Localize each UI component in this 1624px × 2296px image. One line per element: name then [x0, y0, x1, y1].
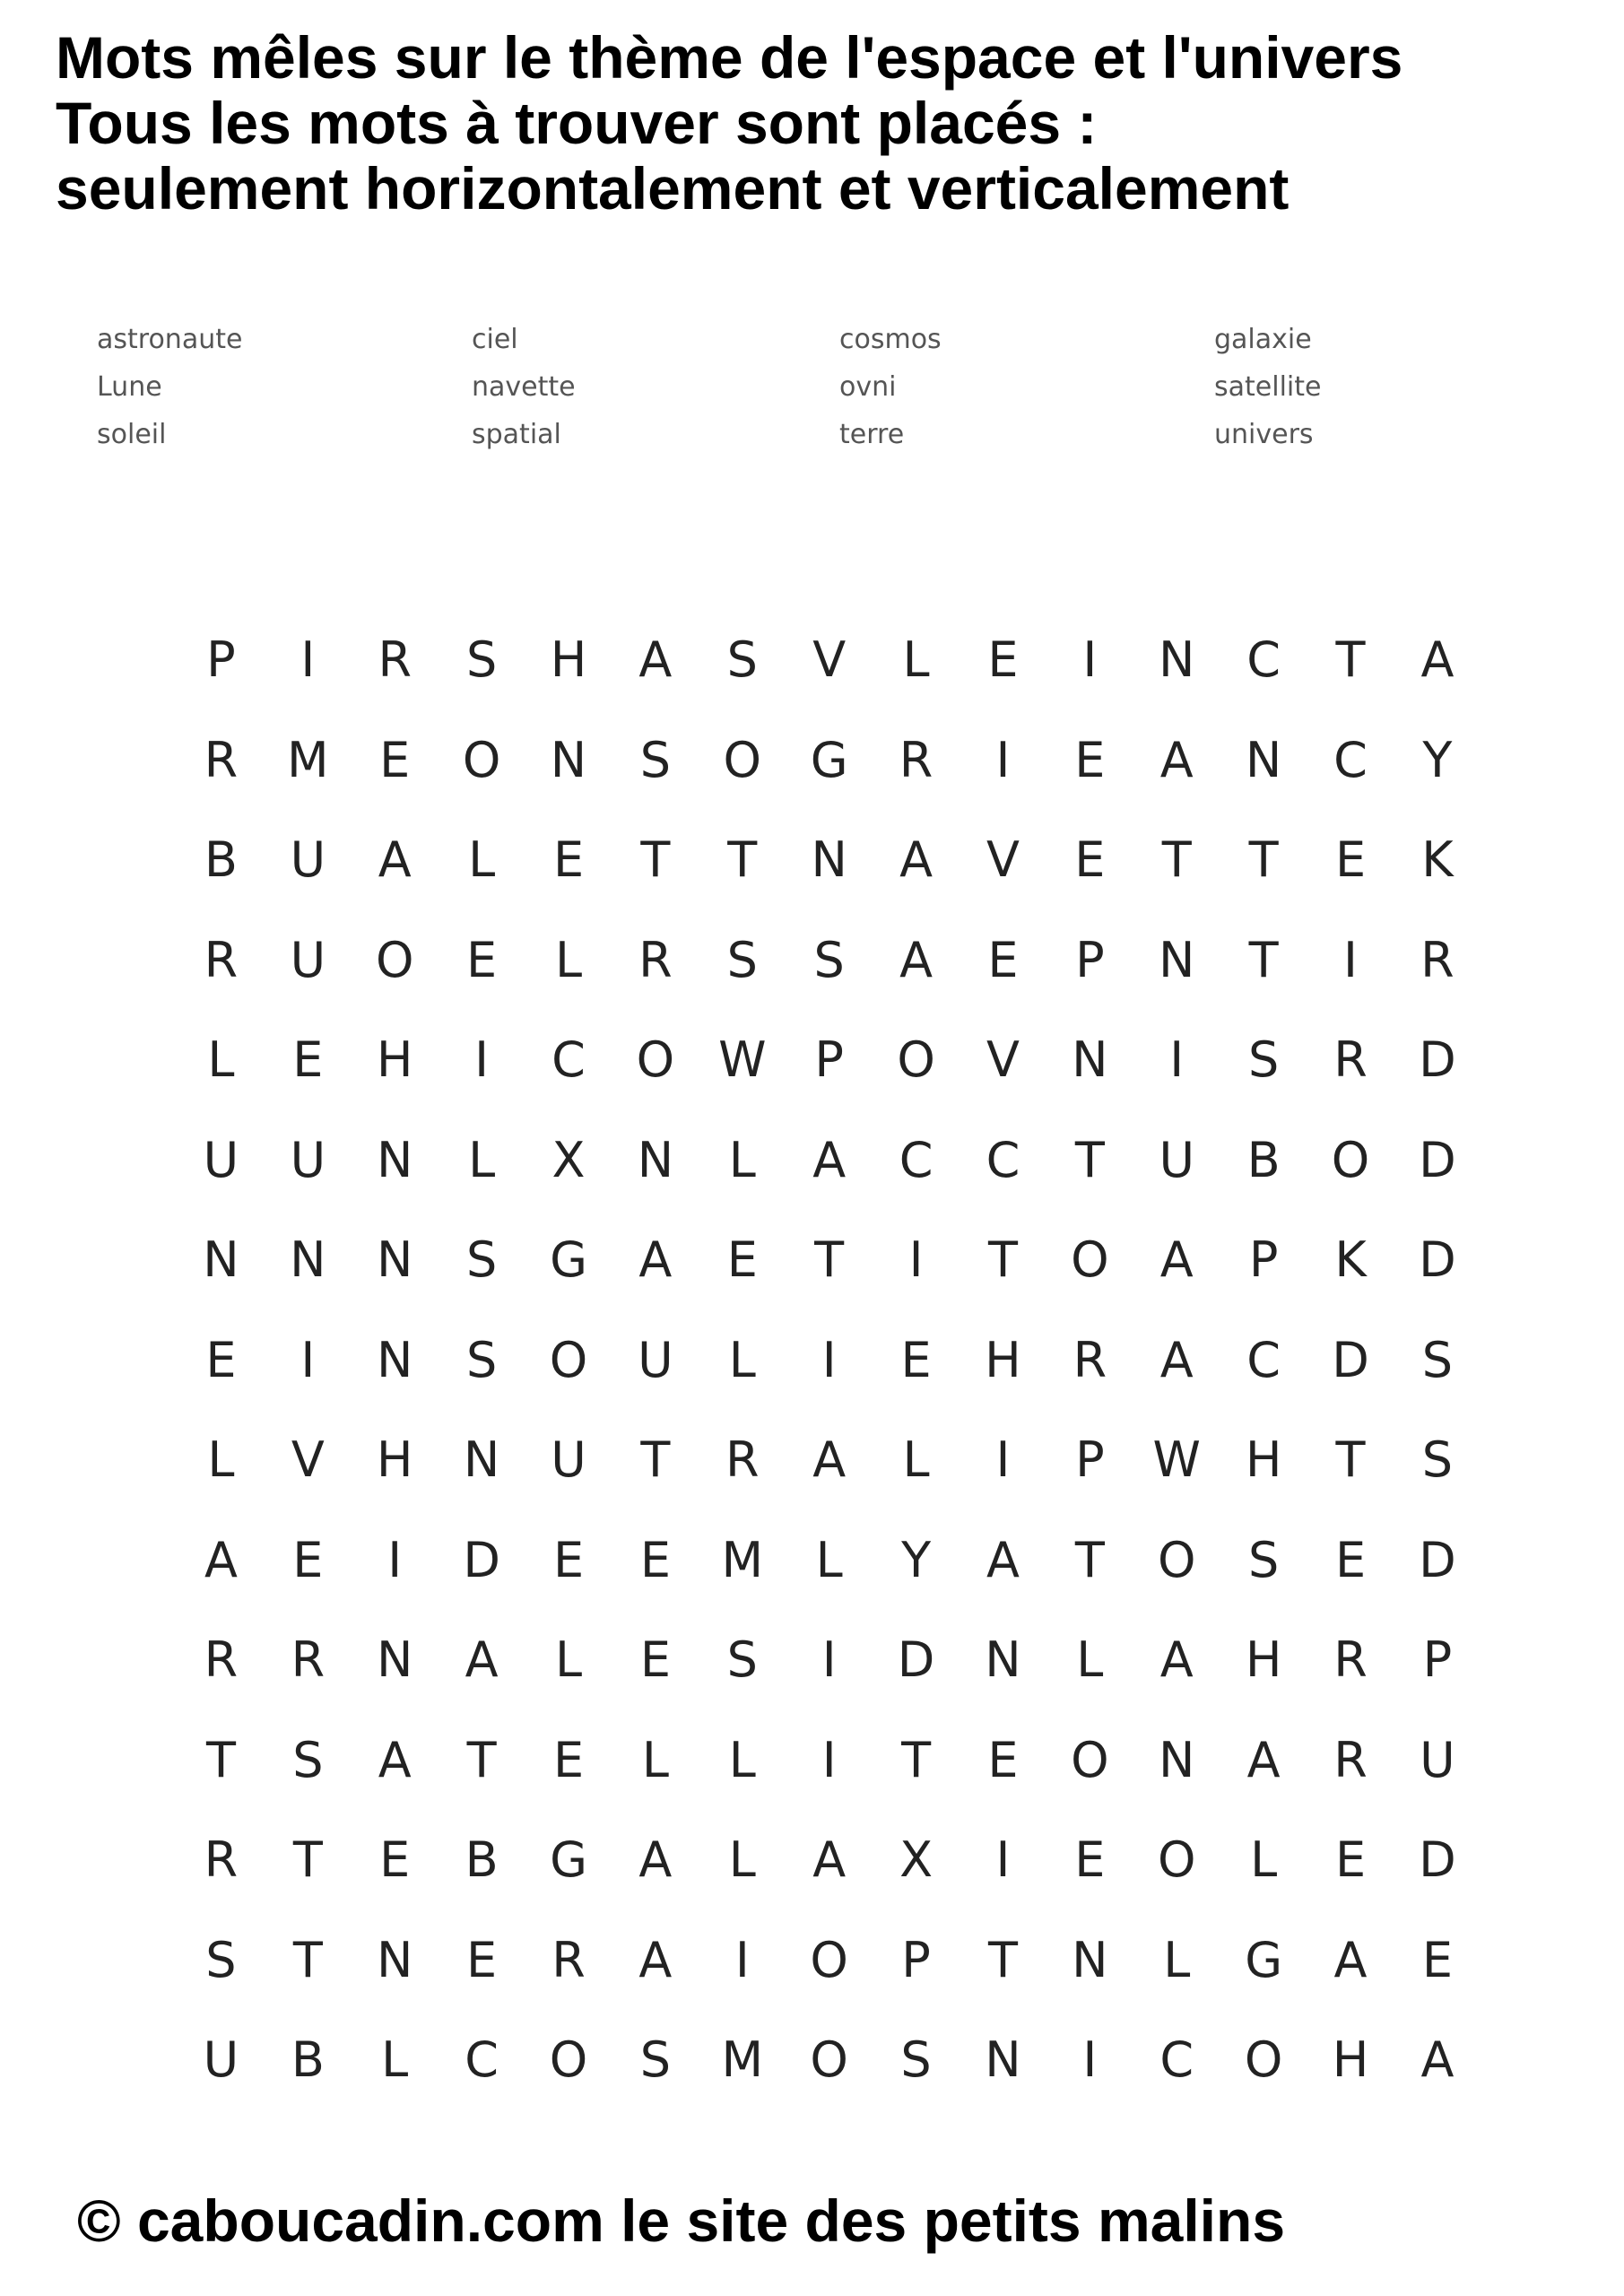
grid-letter[interactable]: W [718, 1031, 767, 1089]
grid-letter[interactable]: S [465, 631, 498, 689]
grid-letter[interactable]: I [995, 731, 1011, 788]
grid-letter[interactable]: I [1343, 931, 1358, 988]
grid-letter[interactable]: I [1082, 2031, 1098, 2089]
grid-letter[interactable]: G [1245, 1931, 1283, 1988]
word-item: cosmos [839, 324, 942, 355]
grid-letter[interactable]: E [1334, 1531, 1367, 1588]
grid-letter[interactable]: L [468, 831, 496, 889]
grid-letter[interactable]: D [1419, 1831, 1456, 1889]
grid-letter[interactable]: E [205, 1331, 237, 1388]
grid-letter[interactable]: B [204, 831, 238, 889]
grid-letter[interactable]: P [206, 631, 236, 689]
grid-letter[interactable]: S [1247, 1031, 1280, 1089]
grid-letter[interactable]: A [1159, 1231, 1194, 1289]
grid-letter[interactable]: T [292, 1831, 323, 1889]
grid-letter[interactable]: M [287, 731, 329, 788]
grid-letter[interactable]: C [1333, 731, 1368, 788]
grid-letter[interactable]: E [1421, 1931, 1453, 1988]
grid-letter[interactable]: A [1420, 631, 1455, 689]
grid-letter[interactable]: R [1420, 931, 1455, 988]
grid-letter[interactable]: P [901, 1931, 931, 1988]
grid-letter[interactable]: S [639, 731, 672, 788]
grid-letter[interactable]: E [1074, 831, 1106, 889]
grid-letter[interactable]: M [721, 1531, 764, 1588]
grid-letter[interactable]: H [1332, 2031, 1369, 2089]
grid-letter[interactable]: A [638, 1231, 673, 1289]
grid-letter[interactable]: I [995, 1831, 1011, 1889]
grid-letter[interactable]: O [1331, 1131, 1370, 1188]
grid-letter[interactable]: S [900, 2031, 932, 2089]
grid-letter[interactable]: L [728, 1731, 756, 1788]
grid-letter[interactable]: I [821, 1631, 837, 1689]
grid-letter[interactable]: L [641, 1731, 669, 1788]
grid-letter[interactable]: T [205, 1731, 236, 1788]
grid-letter[interactable]: S [1421, 1431, 1454, 1489]
grid-letter[interactable]: T [1335, 631, 1366, 689]
grid-letter[interactable]: E [466, 1931, 498, 1988]
grid-letter[interactable]: T [1248, 831, 1279, 889]
grid-letter[interactable]: U [203, 1131, 239, 1188]
grid-letter[interactable]: G [810, 731, 848, 788]
grid-letter[interactable]: H [376, 1031, 413, 1089]
grid-letter[interactable]: N [377, 1631, 413, 1689]
grid-letter[interactable]: S [1247, 1531, 1280, 1588]
grid-letter[interactable]: A [986, 1531, 1020, 1588]
title-line-3: seulement horizontalement et verticalement [56, 155, 1290, 222]
grid-letter[interactable]: U [551, 1431, 586, 1489]
grid-letter[interactable]: C [1159, 2031, 1194, 2089]
grid-letter[interactable]: U [1420, 1731, 1455, 1788]
grid-letter[interactable]: I [300, 1331, 316, 1388]
grid-letter[interactable]: E [987, 1731, 1019, 1788]
grid-letter[interactable]: A [378, 1731, 412, 1788]
grid-letter[interactable]: L [207, 1431, 235, 1489]
grid-letter[interactable]: A [204, 1531, 238, 1588]
grid-letter[interactable]: E [639, 1631, 671, 1689]
grid-letter[interactable]: O [723, 731, 762, 788]
grid-letter[interactable]: E [292, 1531, 324, 1588]
grid-letter[interactable]: P [1248, 1231, 1279, 1289]
grid-letter[interactable]: E [466, 931, 498, 988]
grid-letter[interactable]: L [381, 2031, 409, 2089]
grid-letter[interactable]: V [291, 1431, 325, 1489]
grid-letter[interactable]: A [812, 1131, 847, 1188]
word-item: soleil [97, 419, 167, 450]
grid-letter[interactable]: A [899, 831, 934, 889]
grid-letter[interactable]: C [465, 2031, 499, 2089]
grid-letter[interactable]: H [376, 1431, 413, 1489]
grid-letter[interactable]: N [811, 831, 847, 889]
grid-letter[interactable]: E [292, 1031, 324, 1089]
grid-letter[interactable]: R [1333, 1031, 1368, 1089]
grid-letter[interactable]: S [726, 1631, 758, 1689]
grid-letter[interactable]: A [1159, 731, 1194, 788]
grid-letter[interactable]: N [377, 1331, 413, 1388]
grid-letter[interactable]: O [1071, 1731, 1109, 1788]
grid-letter[interactable]: L [728, 1131, 756, 1188]
grid-letter[interactable]: U [1159, 1131, 1194, 1188]
grid-letter[interactable]: E [1074, 731, 1106, 788]
grid-letter[interactable]: N [985, 1631, 1021, 1689]
grid-letter[interactable]: H [985, 1331, 1021, 1388]
grid-letter[interactable]: A [638, 1931, 673, 1988]
grid-letter[interactable]: E [639, 1531, 671, 1588]
grid-letter[interactable]: U [290, 1131, 326, 1188]
grid-letter[interactable]: I [734, 1931, 750, 1988]
grid-letter[interactable]: V [986, 1031, 1020, 1089]
grid-letter[interactable]: R [204, 931, 239, 988]
grid-letter[interactable]: A [638, 1831, 673, 1889]
grid-letter[interactable]: R [378, 631, 412, 689]
title-line-2: Tous les mots à trouver sont placés : [56, 90, 1098, 156]
grid-letter[interactable]: B [465, 1831, 499, 1889]
word-item: Lune [97, 371, 162, 403]
grid-letter[interactable]: S [726, 631, 758, 689]
grid-letter[interactable]: O [897, 1031, 935, 1089]
grid-letter[interactable]: N [377, 1931, 413, 1988]
grid-letter[interactable]: U [638, 1331, 673, 1388]
grid-letter[interactable]: H [550, 631, 587, 689]
grid-letter[interactable]: U [290, 931, 326, 988]
grid-letter[interactable]: T [1074, 1131, 1105, 1188]
grid-letter[interactable]: O [1071, 1231, 1109, 1289]
grid-letter[interactable]: N [637, 1131, 674, 1188]
grid-letter[interactable]: I [821, 1731, 837, 1788]
grid-letter[interactable]: R [204, 1631, 239, 1689]
word-item: galaxie [1214, 324, 1312, 355]
grid-letter[interactable]: S [813, 931, 845, 988]
grid-letter[interactable]: R [551, 1931, 586, 1988]
grid-letter[interactable]: L [468, 1131, 496, 1188]
grid-letter[interactable]: T [1074, 1531, 1105, 1588]
grid-letter[interactable]: A [812, 1431, 847, 1489]
title-line-1: Mots mêles sur le thème de l'espace et l'univers [56, 24, 1403, 91]
grid-letter[interactable]: E [987, 931, 1019, 988]
grid-letter[interactable]: D [1332, 1331, 1369, 1388]
grid-letter[interactable]: S [205, 1931, 237, 1988]
grid-letter[interactable]: E [379, 1831, 411, 1889]
footer-credit: © caboucadin.com le site des petits malins [77, 2187, 1286, 2254]
grid-letter[interactable]: I [1169, 1031, 1185, 1089]
grid-letter[interactable]: X [899, 1831, 934, 1889]
grid-letter[interactable]: R [1333, 1731, 1368, 1788]
word-item: spatial [472, 419, 561, 450]
grid-letter[interactable]: A [899, 931, 934, 988]
grid-letter[interactable]: G [550, 1231, 587, 1289]
grid-letter[interactable]: E [987, 631, 1019, 689]
grid-letter[interactable]: L [728, 1331, 756, 1388]
word-list [97, 316, 1532, 458]
grid-letter[interactable]: S [465, 1231, 498, 1289]
grid-letter[interactable]: H [1245, 1631, 1282, 1689]
grid-letter[interactable]: E [1074, 1831, 1106, 1889]
grid-letter[interactable]: A [812, 1831, 847, 1889]
grid-letter[interactable]: M [721, 2031, 764, 2089]
grid-letter[interactable]: G [550, 1831, 587, 1889]
grid-letter[interactable]: S [639, 2031, 672, 2089]
grid-letter[interactable]: N [1245, 731, 1282, 788]
word-item: ovni [839, 371, 897, 403]
word-item: univers [1214, 419, 1314, 450]
grid-letter[interactable]: E [900, 1331, 932, 1388]
grid-letter[interactable]: I [474, 1031, 490, 1089]
grid-letter[interactable]: R [899, 731, 934, 788]
grid-letter[interactable]: L [1076, 1631, 1104, 1689]
grid-letter[interactable]: T [1335, 1431, 1366, 1489]
grid-letter[interactable]: R [638, 931, 673, 988]
grid-letter[interactable]: N [463, 1431, 500, 1489]
grid-letter[interactable]: A [1159, 1331, 1194, 1388]
grid-letter[interactable]: B [291, 2031, 325, 2089]
grid-letter[interactable]: D [897, 1631, 935, 1689]
grid-letter[interactable]: N [1159, 631, 1195, 689]
grid-letter[interactable]: O [1244, 2031, 1283, 2089]
grid-letter[interactable]: T [292, 1931, 323, 1988]
grid-letter[interactable]: E [726, 1231, 758, 1289]
grid-letter[interactable]: N [377, 1131, 413, 1188]
grid-letter[interactable]: S [1421, 1331, 1454, 1388]
grid-letter[interactable]: C [1246, 1331, 1281, 1388]
grid-letter[interactable]: Y [901, 1531, 932, 1588]
grid-letter[interactable]: T [727, 831, 758, 889]
grid-letter[interactable]: O [1157, 1531, 1196, 1588]
grid-letter[interactable]: C [1246, 631, 1281, 689]
word-item: satellite [1214, 371, 1322, 403]
grid-letter[interactable]: T [814, 1231, 845, 1289]
grid-letter[interactable]: A [1159, 1631, 1194, 1689]
grid-letter[interactable]: N [1072, 1931, 1108, 1988]
grid-letter[interactable]: E [552, 1731, 585, 1788]
grid-letter[interactable]: I [300, 631, 316, 689]
grid-letter[interactable]: E [1334, 1831, 1367, 1889]
grid-letter[interactable]: I [995, 1431, 1011, 1489]
grid-letter[interactable]: P [814, 1031, 844, 1089]
grid-letter[interactable]: A [1246, 1731, 1281, 1788]
grid-letter[interactable]: O [549, 1331, 588, 1388]
grid-letter[interactable]: N [203, 1231, 239, 1289]
grid-letter[interactable]: T [901, 1731, 932, 1788]
grid-letter[interactable]: T [1161, 831, 1192, 889]
grid-letter[interactable]: E [552, 1531, 585, 1588]
grid-letter[interactable]: N [1072, 1031, 1108, 1089]
grid-letter[interactable]: C [986, 1131, 1020, 1188]
grid-letter[interactable]: N [1159, 1731, 1195, 1788]
grid-letter[interactable]: U [290, 831, 326, 889]
grid-letter[interactable]: N [290, 1231, 326, 1289]
grid-letter[interactable]: O [549, 2031, 588, 2089]
grid-letter[interactable]: N [377, 1231, 413, 1289]
grid-letter[interactable]: O [810, 2031, 848, 2089]
grid-letter[interactable]: I [387, 1531, 403, 1588]
grid-letter[interactable]: D [1419, 1531, 1456, 1588]
grid-letter[interactable]: S [292, 1731, 324, 1788]
grid-letter[interactable]: D [1419, 1131, 1456, 1188]
grid-letter[interactable]: L [554, 1631, 583, 1689]
grid-letter[interactable]: R [204, 731, 239, 788]
grid-letter[interactable]: O [810, 1931, 848, 1988]
grid-letter[interactable]: C [551, 1031, 586, 1089]
grid-letter[interactable]: R [291, 1631, 326, 1689]
grid-letter[interactable]: Y [1422, 731, 1453, 788]
grid-letter[interactable]: R [1073, 1331, 1107, 1388]
grid-letter[interactable]: A [378, 831, 412, 889]
grid-letter[interactable]: T [640, 1431, 671, 1489]
grid-letter[interactable]: C [899, 1131, 934, 1188]
grid-letter[interactable]: N [1159, 931, 1195, 988]
grid-letter[interactable]: A [638, 631, 673, 689]
grid-letter[interactable]: T [987, 1231, 1018, 1289]
grid-letter[interactable]: K [1334, 1231, 1367, 1289]
grid-letter[interactable]: E [1334, 831, 1367, 889]
grid-letter[interactable]: V [986, 831, 1020, 889]
grid-letter[interactable]: L [728, 1831, 756, 1889]
grid-letter[interactable]: O [1157, 1831, 1196, 1889]
grid-letter[interactable]: L [554, 931, 583, 988]
grid-letter[interactable]: L [902, 1431, 930, 1489]
grid-letter[interactable]: I [821, 1331, 837, 1388]
grid-letter[interactable]: O [375, 931, 414, 988]
grid-letter[interactable]: E [552, 831, 585, 889]
grid-letter[interactable]: L [207, 1031, 235, 1089]
grid-letter[interactable]: P [1075, 1431, 1105, 1489]
grid-letter[interactable]: O [462, 731, 501, 788]
grid-letter[interactable]: T [987, 1931, 1018, 1988]
grid-letter[interactable]: L [1163, 1931, 1191, 1988]
grid-letter[interactable]: P [1422, 1631, 1453, 1689]
grid-letter[interactable]: R [204, 1831, 239, 1889]
grid-letter[interactable]: A [1333, 1931, 1368, 1988]
grid-letter[interactable]: I [1082, 631, 1098, 689]
grid-letter[interactable]: W [1152, 1431, 1201, 1489]
grid-letter[interactable]: D [463, 1531, 500, 1588]
grid-letter[interactable]: B [1246, 1131, 1281, 1188]
word-item: navette [472, 371, 576, 403]
grid-letter[interactable]: E [379, 731, 411, 788]
grid-letter[interactable]: T [466, 1731, 497, 1788]
grid-letter[interactable]: R [725, 1431, 760, 1489]
grid-letter[interactable]: P [1075, 931, 1105, 988]
grid-letter[interactable]: S [465, 1331, 498, 1388]
grid-letter[interactable]: K [1421, 831, 1454, 889]
grid-letter[interactable]: D [1419, 1031, 1456, 1089]
grid-letter[interactable]: A [465, 1631, 499, 1689]
grid-letter[interactable]: N [985, 2031, 1021, 2089]
grid-letter[interactable]: S [726, 931, 758, 988]
word-item: terre [839, 419, 905, 450]
letter-grid [178, 610, 1481, 2110]
grid-letter[interactable]: L [1250, 1831, 1278, 1889]
grid-letter[interactable]: U [203, 2031, 239, 2089]
grid-letter[interactable]: N [550, 731, 587, 788]
grid-letter[interactable]: H [1245, 1431, 1282, 1489]
grid-letter[interactable]: D [1419, 1231, 1456, 1289]
grid-letter[interactable]: X [551, 1131, 586, 1188]
word-item: astronaute [97, 324, 243, 355]
grid-letter[interactable]: A [1420, 2031, 1455, 2089]
grid-letter[interactable]: T [640, 831, 671, 889]
page-title [56, 25, 1403, 222]
grid-letter[interactable]: T [1248, 931, 1279, 988]
word-item: ciel [472, 324, 518, 355]
grid-letter[interactable]: I [908, 1231, 924, 1289]
grid-letter[interactable]: L [902, 631, 930, 689]
grid-letter[interactable]: L [815, 1531, 843, 1588]
grid-letter[interactable]: R [1333, 1631, 1368, 1689]
grid-letter[interactable]: O [636, 1031, 675, 1089]
grid-letter[interactable]: V [812, 631, 847, 689]
